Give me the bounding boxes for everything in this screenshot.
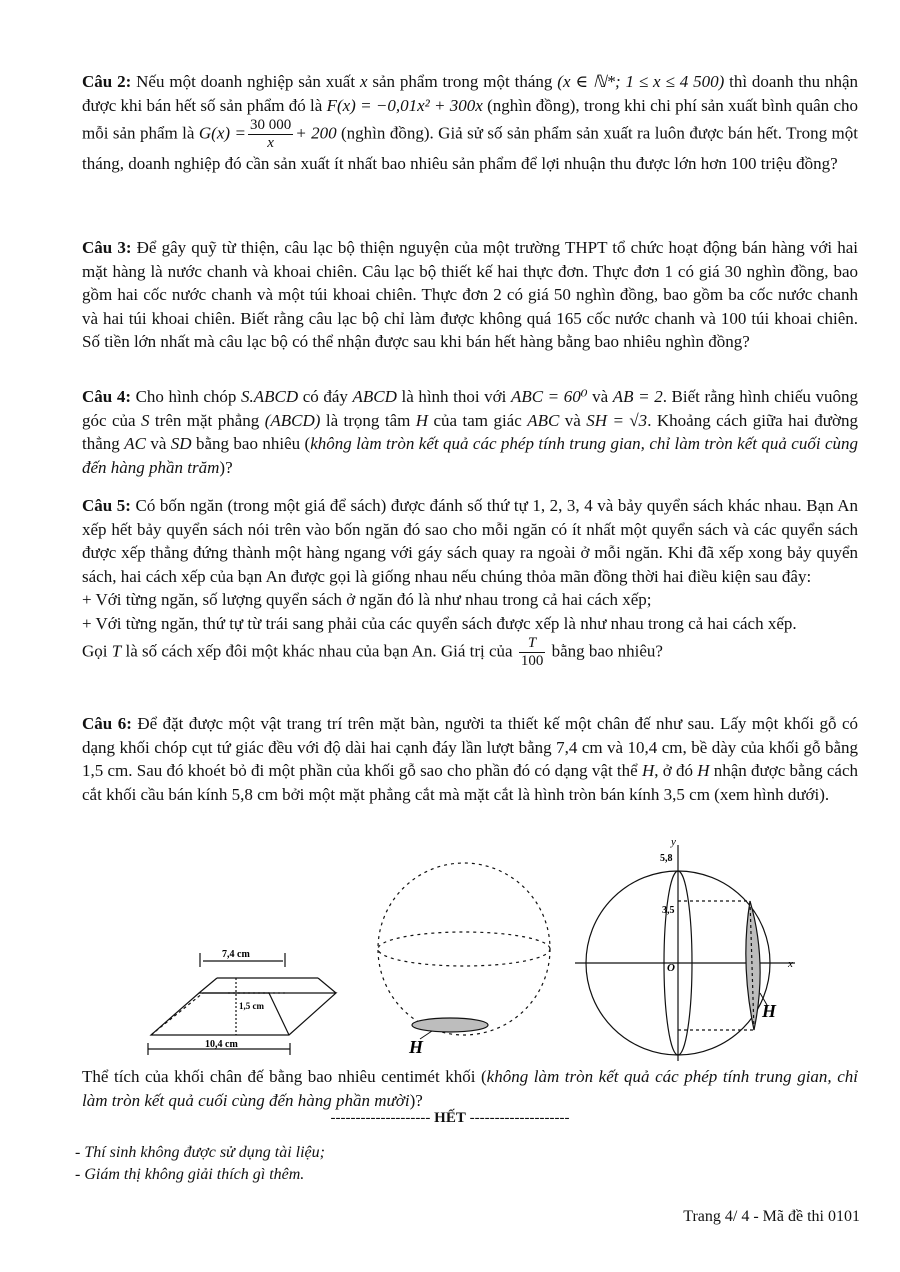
- bottom-width-label: 10,4 cm: [205, 1039, 238, 1050]
- question-5-ask: Gọi T là số cách xếp đôi một khác nhau của bạn An. Giá trị của $\frac{T}{100}$ bằng bao nhiêu?: [82, 635, 663, 669]
- x-axis-label: x: [788, 958, 793, 970]
- section-H-label: H: [762, 1001, 777, 1021]
- question-5: Câu 5: Có bốn ngăn (trong một giá để sách) được đánh số thứ tự 1, 2, 3, 4 và bảy quyển sách khác nhau. Bạn An xếp hết bảy quyển sách nói trên vào bốn ngăn đó sao cho mỗi ngăn có ít nhất một quyển sách và các quyển sách được xếp thẳng đứng thành một hàng ngang với gáy sách quay ra ngoài ở mỗi ngăn. Khi đã xếp xong bảy quyển sách, hai cách xếp của bạn An được gọi là giống nhau nếu chúng thỏa mãn đồng thời hai điều kiện sau đây: + Với từng ngăn, số lượng quyển sách ở ngăn đó là như nhau trong cả hai cách xếp; + Với từng ngăn, thứ tự từ trái sang phải của các quyển sách được xếp là như nhau trong cả hai cách xếp. Gọi T là số cách xếp đôi một khác nhau của bạn An. Giá trị của $\frac{T}{100}$ bằng bao nhiêu?: [82, 496, 858, 669]
- top-width-label: 7,4 cm: [222, 949, 250, 960]
- page-footer: Trang 4/ 4 - Mã đề thi 0101: [683, 1208, 860, 1225]
- cap-H-label: H: [409, 1037, 424, 1057]
- sphere-figure: [378, 863, 550, 1039]
- question-4: Câu 4: Cho hình chóp S.ABCD có đáy ABCD là hình thoi với ABC = 60⁰ và AB = 2. Biết rằng hình chiếu vuông góc của S trên mặt phẳng (ABCD) là trọng tâm H của tam giác ABC và SH = √3. Khoảng cách giữa hai đường thẳng AC và SD bằng bao nhiêu (không làm tròn kết quả các phép tính trung gian, chỉ làm tròn kết quả cuối cùng đến hàng phần trăm)?: [82, 387, 859, 477]
- thickness-label: 1,5 cm: [239, 1001, 264, 1011]
- origin-label: O: [667, 962, 675, 974]
- question-label: Câu 5:: [82, 496, 131, 515]
- y-top-label: 5,8: [660, 853, 673, 864]
- question-label: Câu 3:: [82, 238, 132, 257]
- note-1: - Thí sinh không được sử dụng tài liệu;: [75, 1144, 325, 1161]
- question-6: Câu 6: Để đặt được một vật trang trí trên mặt bàn, người ta thiết kế một chân đế như sau. Lấy một khối gỗ có dạng khối chóp cụt tứ giác đều với độ dài hai cạnh đáy lần lượt bằng 7,4 cm và 10,4 cm, bề dày của khối gỗ bằng 1,5 cm. Sau đó khoét bỏ đi một phần của khối gỗ sao cho phần đó có dạng vật thể H, ở đó H nhận được bằng cách cắt khối cầu bán kính 5,8 cm bởi một mặt phẳng cắt mà mặt cắt là hình tròn bán kính 3,5 cm (xem hình dưới).: [82, 714, 858, 804]
- question-label: Câu 6:: [82, 714, 132, 733]
- note-2: - Giám thị không giải thích gì thêm.: [75, 1166, 305, 1183]
- y-axis-label: y: [671, 836, 676, 848]
- question-label: Câu 4:: [82, 387, 131, 406]
- cap-H-shape: [412, 1018, 488, 1032]
- fraction: $\frac{T}{100}$: [520, 635, 544, 669]
- question-2: Câu 2: Nếu một doanh nghiệp sản xuất x sản phẩm trong một tháng (x ∈ ℕ*; 1 ≤ x ≤ 4 500) thì doanh thu nhận được khi bán hết số sản phẩm đó là F(x) = −0,01x² + 300x (nghìn đồng), trong khi chi phí sản xuất bình quân cho mỗi sản phẩm là G(x) = $\frac{30 000}{x}$ + 200 (nghìn đồng). Giả sử số sản phẩm sản xuất ra luôn được bán hết. Trong một tháng, doanh nghiệp đó cần sản xuất ít nhất bao nhiêu sản phẩm để lợi nhuận thu được lớn hơn 100 triệu đồng?: [82, 72, 859, 173]
- y-mid-label: 3,5: [662, 905, 675, 916]
- question-6-ask: Thể tích của khối chân đế bằng bao nhiêu centimét khối (không làm tròn kết quả các phép tính trung gian, chỉ làm tròn kết quả cuối cùng đến hàng phần mười)?: [82, 1067, 858, 1110]
- question-label: Câu 2:: [82, 72, 132, 91]
- frustum-outline: [151, 993, 336, 1035]
- fraction: $\frac{30 000}{x}$: [249, 117, 292, 151]
- condition-1: + Với từng ngăn, số lượng quyển sách ở ngăn đó là như nhau trong cả hai cách xếp;: [82, 590, 652, 609]
- question-3: Câu 3: Để gây quỹ từ thiện, câu lạc bộ thiện nguyện của một trường THPT tổ chức hoạt động bán hàng với hai mặt hàng là nước chanh và khoai chiên. Câu lạc bộ thiết kế hai thực đơn. Thực đơn 1 có giá 30 nghìn đồng, bao gồm hai cốc nước chanh và một túi khoai chiên. Thực đơn 2 có giá 50 nghìn đồng, bao gồm ba cốc nước chanh và hai túi khoai chiên. Biết rằng câu lạc bộ chỉ làm được không quá 165 cốc nước chanh và 100 túi khoai chiên. Số tiền lớn nhất mà câu lạc bộ có thể nhận được sau khi bán hết hàng bằng bao nhiêu nghìn đồng?: [82, 238, 858, 351]
- condition-2: + Với từng ngăn, thứ tự từ trái sang phải của các quyển sách được xếp là như nhau trong cả hai cách xếp.: [82, 613, 797, 633]
- cross-section-figure: [575, 845, 795, 1061]
- end-marker: -------------------- HẾT --------------------: [330, 1110, 570, 1126]
- figures: [0, 835, 900, 1065]
